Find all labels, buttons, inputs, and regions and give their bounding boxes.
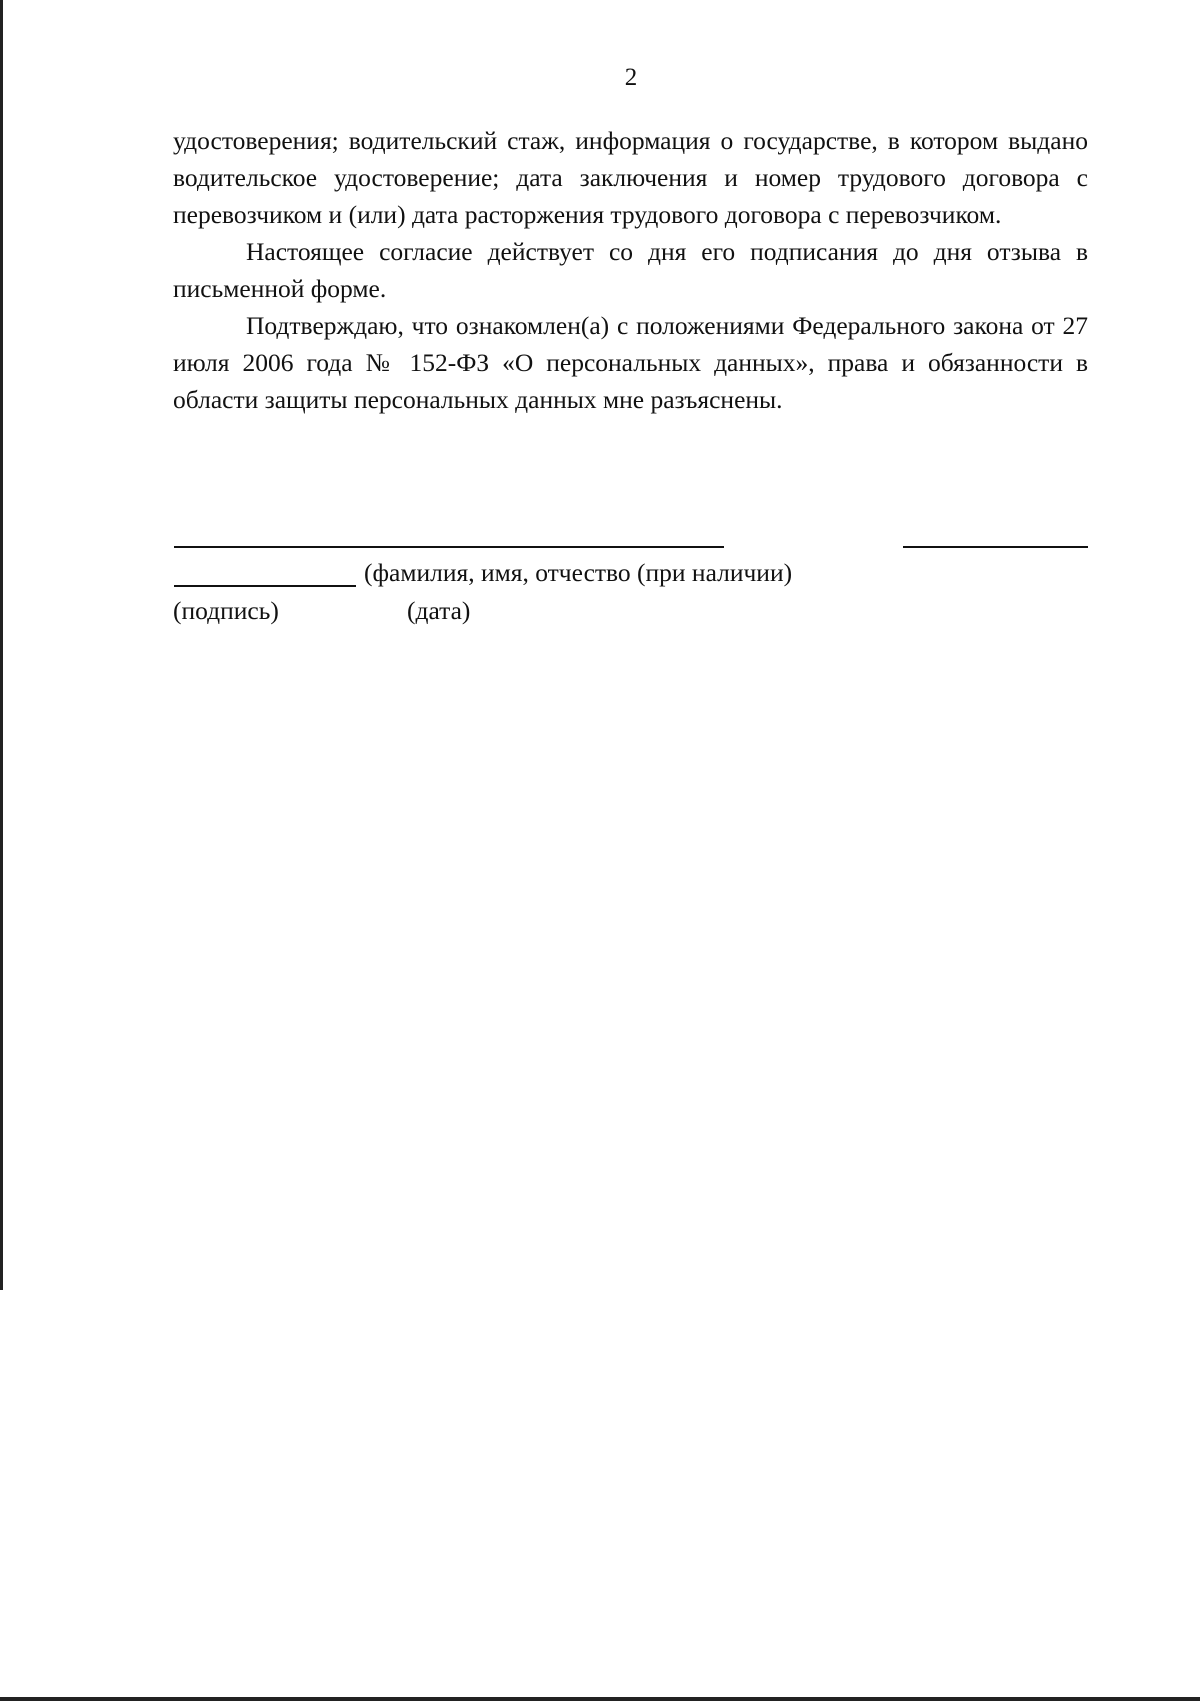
fio-caption: (фамилия, имя, отчество (при наличии) [364, 558, 793, 587]
signature-short-line [174, 585, 356, 587]
date-signature-line [903, 546, 1088, 548]
scan-edge-bottom [0, 1697, 1200, 1701]
document-body [173, 122, 1088, 418]
signature-caption: (подпись) [173, 596, 279, 625]
page-number: 2 [624, 64, 638, 91]
date-caption: (дата) [407, 596, 471, 625]
scan-edge-left [0, 0, 3, 1290]
name-signature-line [174, 546, 724, 548]
paragraph-confirmation: Подтверждаю, что ознакомлен(а) с положениями Федерального закона от 27 июля 2006 года № 152-ФЗ «О персональных данных», права и обязанности в области защиты персональных данных мне разъяснены. [173, 311, 1088, 414]
paragraph-continuation: удостоверения; водительский стаж, информация о государстве, в котором выдано водительское удостоверение; дата заключения и номер трудового договора с перевозчиком и (или) дата расторжения трудового договора с перевозчиком. [173, 126, 1088, 229]
paragraph-consent-validity: Настоящее согласие действует со дня его подписания до дня отзыва в письменной форме. [173, 237, 1088, 303]
